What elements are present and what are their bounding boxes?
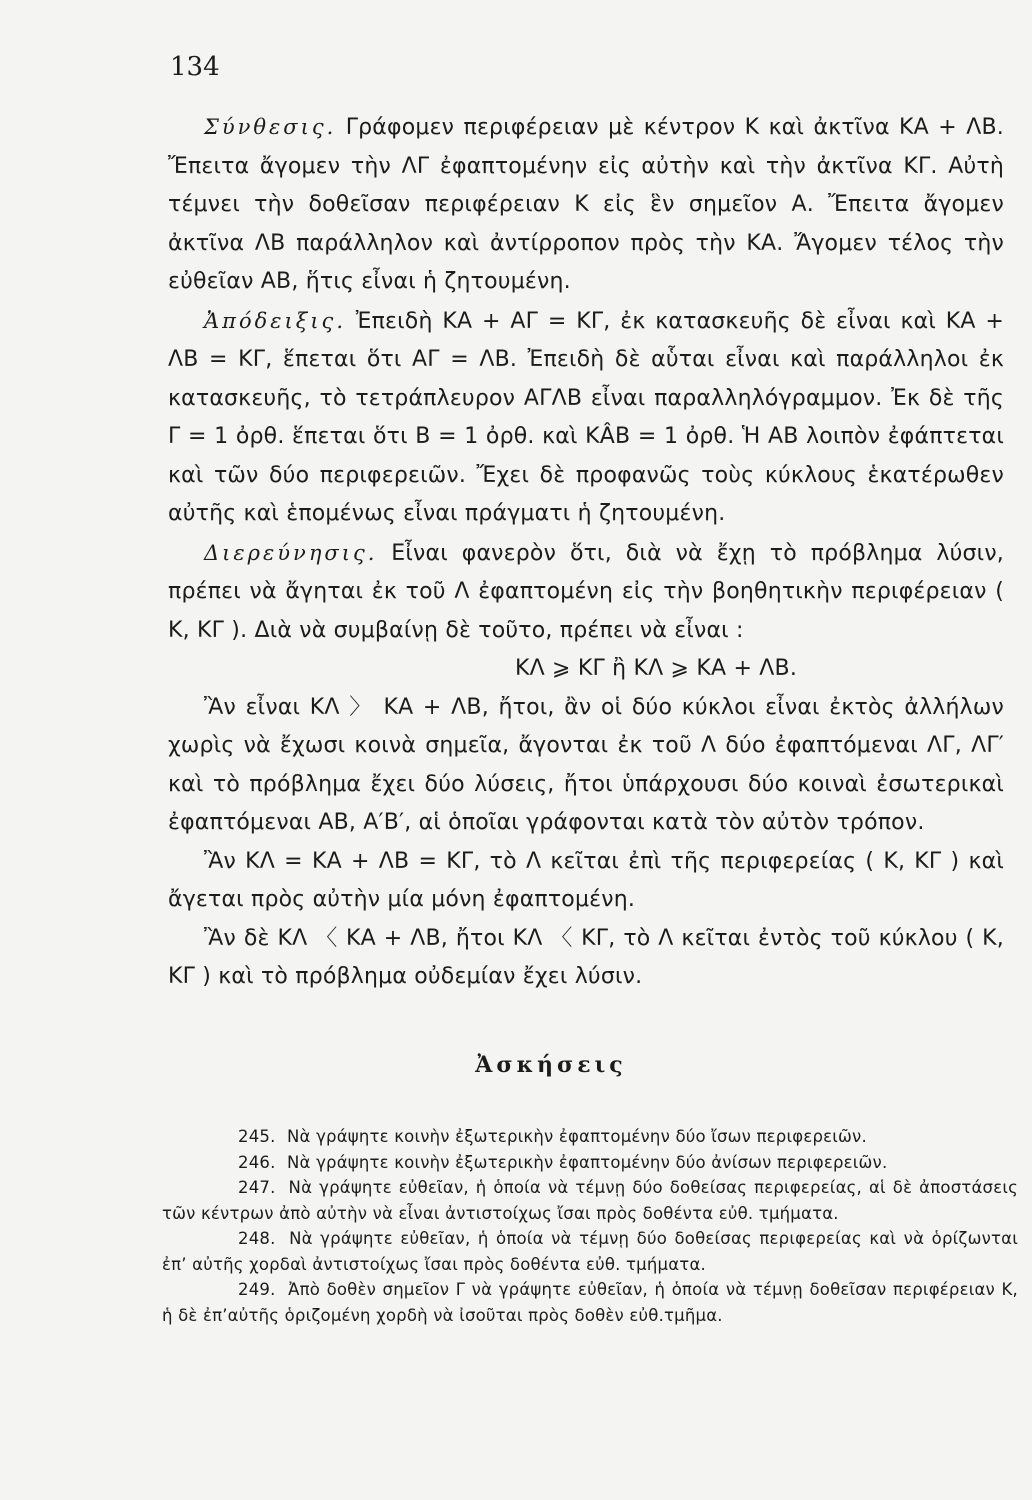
exercise-number: 245.: [238, 1127, 276, 1146]
discussion-case-1: Ἂν εἶναι ΚΛ 〉 ΚΑ + ΛΒ, ἤτοι, ἂν οἱ δύο κύκλοι εἶναι ἐκτὸς ἀλλήλων χωρὶς νὰ ἔχωσι κοινὰ σημεῖα, ἄγονται ἐκ τοῦ Λ δύο ἐφαπτόμεναι ΛΓ, ΛΓ′ καὶ τὸ πρόβλημα ἔχει δύο λύσεις, ἤτοι ὑπάρχουσι δύο κοιναὶ ἐσωτερικαὶ ἐφαπτόμεναι ΑΒ, Α′Β′, αἱ ὁποῖαι γράφονται κατὰ τὸν αὐτὸν τρόπον.: [168, 694, 1004, 835]
exercise-text: Ἀπὸ δοθὲν σημεῖον Γ νὰ γράψητε εὐθεῖαν, ἡ ὁποία νὰ τέμνῃ δοθεῖσαν περιφέρειαν Κ, ἡ δὲ ἐπ’αὐτῆς ὁριζομένη χορδὴ νὰ ἰσοῦται πρὸς δοθὲν εὐθ.τμῆμα.: [162, 1280, 1018, 1325]
exercise-text: Νὰ γράψητε εὐθεῖαν, ἡ ὁποία νὰ τέμνῃ δύο δοθείσας περιφερείας, αἱ δὲ ἀποστάσεις τῶν κέντρων ἀπὸ αὐτὴν νὰ εἶναι ἀντιστοίχως ἴσαι πρὸς δοθέντα εὐθ. τμήματα.: [162, 1178, 1019, 1223]
exercise-item: [162, 1226, 1018, 1277]
synthesis-text: Γράφομεν περιφέρειαν μὲ κέντρον Κ καὶ ἀκτῖνα ΚΑ + ΛΒ. Ἔπειτα ἄγομεν τὴν ΛΓ ἐφαπτομένην εἰς αὐτὴν καὶ τὴν ἀκτῖνα ΚΓ. Αὐτὴ τέμνει τὴν δοθεῖσαν περιφέρειαν Κ εἰς ἓν σημεῖον Α. Ἔπειτα ἄγομεν ἀκτῖνα ΛΒ παράλληλον καὶ ἀντίρροπον πρὸς τὴν ΚΑ. Ἄγομεν τέλος τὴν εὐθεῖαν ΑΒ, ἥτις εἶναι ἡ ζητουμένη.: [168, 115, 1004, 294]
exercise-number: 246.: [238, 1152, 276, 1172]
proof-label: Ἀπόδειξις.: [204, 308, 346, 333]
discussion-condition: ΚΛ ⩾ ΚΓ ἢ ΚΛ ⩾ ΚΑ + ΛΒ.: [514, 656, 798, 681]
exercise-item: [162, 1124, 1018, 1150]
exercise-text: Νὰ γράψητε κοινὴν ἐξωτερικὴν ἐφαπτομένην δύο ἴσων περιφερειῶν.: [287, 1127, 867, 1146]
exercise-number: 248.: [238, 1229, 276, 1248]
proof-paragraph: [168, 302, 1004, 534]
exercise-item: [162, 1277, 1018, 1328]
exercise-item: [162, 1150, 1018, 1176]
exercise-text: Νὰ γράψητε εὐθεῖαν, ἡ ὁποία νὰ τέμνῃ δύο δοθείσας περιφερείας καὶ νὰ ὁρίζωνται ἐπ’ αὐτῆς χορδαὶ ἀντιστοίχως ἴσαι πρὸς δοθέντα εὐθ. τμήματα.: [162, 1229, 1019, 1274]
exercises-list: [162, 1124, 1018, 1328]
discussion-label: Διερεύνησις.: [204, 540, 378, 565]
proof-text: Ἐπειδὴ ΚΑ + ΑΓ = ΚΓ, ἐκ κατασκευῆς δὲ εἶναι καὶ ΚΑ + ΛΒ = ΚΓ, ἕπεται ὅτι ΑΓ = ΛΒ. Ἐπειδὴ δὲ αὗται εἶναι καὶ παράλληλοι ἐκ κατασκευῆς, τὸ τετράπλευρον ΑΓΛΒ εἶναι παραλληλόγραμμον. Ἐκ δὲ τῆς Γ = 1 ὀρθ. ἕπεται ὅτι Β = 1 ὀρθ. καὶ ΚÂΒ = 1 ὀρθ. Ἡ ΑΒ λοιπὸν ἐφάπτεται καὶ τῶν δύο περιφερειῶν. Ἔχει δὲ προφανῶς τοὺς κύκλους ἑκατέρωθεν αὐτῆς καὶ ἑπομένως εἶναι πράγματι ἡ ζητουμένη.: [168, 308, 1004, 526]
synthesis-paragraph: [168, 108, 1004, 302]
discussion-case-3: Ἂν δὲ ΚΛ 〈 ΚΑ + ΛΒ, ἤτοι ΚΛ 〈 ΚΓ, τὸ Λ κεῖται ἐντὸς τοῦ κύκλου ( Κ, ΚΓ ) καὶ τὸ πρόβλημα οὐδεμίαν ἔχει λύσιν.: [168, 925, 1004, 989]
exercise-number: 247.: [238, 1178, 276, 1197]
exercise-text: Νὰ γράψητε κοινὴν ἐξωτερικὴν ἐφαπτομένην δύο ἀνίσων περιφερειῶν.: [287, 1152, 888, 1172]
synthesis-label: Σύνθεσις.: [204, 115, 337, 139]
main-text: [168, 108, 1004, 997]
exercise-number: 249.: [238, 1280, 276, 1299]
page-number: 134: [170, 52, 220, 82]
exercise-item: [162, 1175, 1018, 1226]
discussion-paragraph: [168, 534, 1004, 651]
discussion-case-2: Ἂν ΚΛ = ΚΑ + ΛΒ = ΚΓ, τὸ Λ κεῖται ἐπὶ τῆς περιφερείας ( Κ, ΚΓ ) καὶ ἄγεται πρὸς αὐτὴν μία μόνη ἐφαπτομένη.: [168, 848, 1004, 912]
discussion-text: Εἶναι φανερὸν ὅτι, διὰ νὰ ἔχῃ τὸ πρόβλημα λύσιν, πρέπει νὰ ἄγηται ἐκ τοῦ Λ ἐφαπτομένη εἰς τὴν βοηθητικὴν περιφέρειαν ( Κ, ΚΓ ). Διὰ νὰ συμβαίνῃ δὲ τοῦτο, πρέπει νὰ εἶναι :: [168, 540, 1004, 643]
exercises-heading: Ἀσκήσεις: [475, 1052, 627, 1078]
